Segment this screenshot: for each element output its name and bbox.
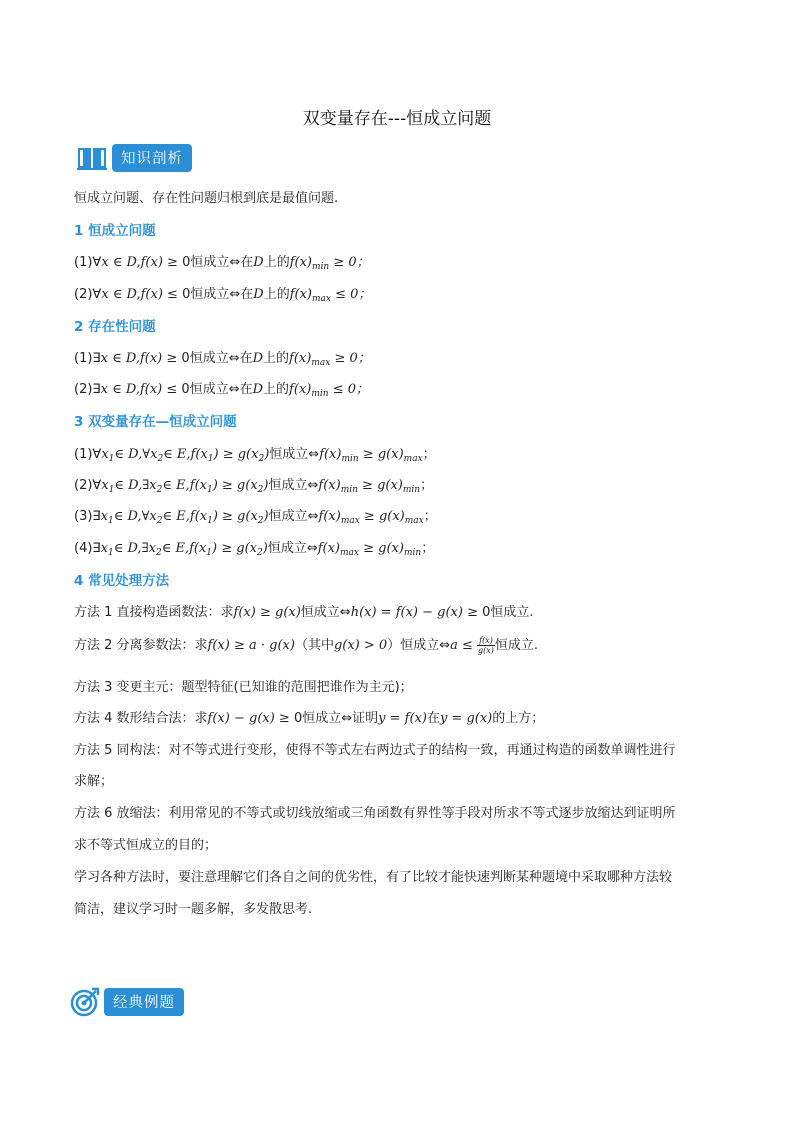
method-3: 方法 3 变更主元：题型特征(已知谁的范围把谁作为主元)； — [74, 680, 413, 695]
book-icon — [76, 144, 108, 172]
closing-paragraph-line-2: 简洁，建议学习时一题多解，多发散思考. — [74, 902, 313, 917]
section-banner-examples — [70, 987, 184, 1017]
formula-line: $(1)\forall x_1\in$ $D,\forall x_2\in$ $E,f(x_1) \ge g(x_2)$恒成立$\Leftrightarrow f(x)_{min} \ge g(x)_{max}$； — [74, 447, 436, 464]
banner-label: 知识剖析 — [112, 144, 192, 172]
fraction: $\frac{f(x)}{g(x)}$ — [478, 636, 494, 655]
formula-line: (2)∀x ∈ D,f(x) ≤ 0恒成立⇔在D上的$f(x)_{max} \le 0$； — [74, 287, 372, 304]
target-arrow-icon — [70, 987, 100, 1017]
page-title: 双变量存在---恒成立问题 — [302, 109, 492, 129]
method-5-line-1: 方法 5 同构法：对不等式进行变形，使得不等式左右两边式子的结构一致，再通过构造的函数单调性进行 — [74, 743, 676, 758]
method-6-line-2: 求不等式恒成立的目的； — [74, 838, 218, 853]
method-1: 方法 1 直接构造函数法：求f(x) ≥ g(x)恒成立⇔h(x) = f(x) − g(x) ≥ 0恒成立. — [74, 605, 534, 620]
section-heading-1: 1 恒成立问题 — [74, 223, 156, 239]
closing-paragraph-line-1: 学习各种方法时，要注意理解它们各自之间的优劣性，有了比较才能快速判断某种题境中采取哪种方法较 — [74, 870, 673, 885]
section-banner-knowledge — [76, 144, 192, 172]
section-heading-2: 2 存在性问题 — [74, 319, 156, 335]
formula-line: (1)∃x ∈ D,f(x) ≥ 0恒成立⇔在D上的$f(x)_{max} \ge 0$； — [74, 351, 371, 368]
formula-line: (1)∀x ∈ D,f(x) ≥ 0恒成立⇔在D上的$f(x)_{min} \ge 0$； — [74, 255, 370, 272]
method-6-line-1: 方法 6 放缩法：利用常见的不等式或切线放缩或三角函数有界性等手段对所求不等式逐步放缩达到证明所 — [74, 806, 676, 821]
formula-line: (2)∃x ∈ D,f(x) ≤ 0恒成立⇔在D上的$f(x)_{min} \le 0$； — [74, 382, 369, 399]
formula-line: $(3)\exists x_1\in$ $D,\forall x_2\in$ $E,f(x_1) \ge g(x_2)$恒成立$\Leftrightarrow f(x)_{max} \ge g(x)_{max}$； — [74, 509, 437, 526]
formula-line: $(2)\forall x_1\in$ $D,\exists x_2\in$ $E,f(x_1) \ge g(x_2)$恒成立$\Leftrightarrow f(x)_{min} \ge g(x)_{min}$； — [74, 478, 434, 495]
intro-text: 恒成立问题、存在性问题归根到底是最值问题. — [74, 191, 339, 206]
section-heading-3: 3 双变量存在—恒成立问题 — [74, 414, 237, 430]
method-2: 方法 2 分离参数法：求f(x) ≥ a · g(x)（其中g(x) > 0）恒成立⇔a ≤ $\frac{f(x)}{g(x)}$ 恒成立. — [74, 636, 539, 655]
section-heading-4: 4 常见处理方法 — [74, 573, 170, 589]
method-4: 方法 4 数形结合法：求f(x) − g(x) ≥ 0恒成立⇔证明y = f(x)在y = g(x)的上方； — [74, 711, 545, 726]
banner-label: 经典例题 — [104, 988, 184, 1016]
method-5-line-2: 求解； — [74, 774, 114, 789]
formula-line: $(4)\exists x_1\in$ $D,\exists x_2\in$ $E,f(x_1) \ge g(x_2)$恒成立$\Leftrightarrow f(x)_{max} \ge g(x)_{min}$； — [74, 541, 435, 558]
